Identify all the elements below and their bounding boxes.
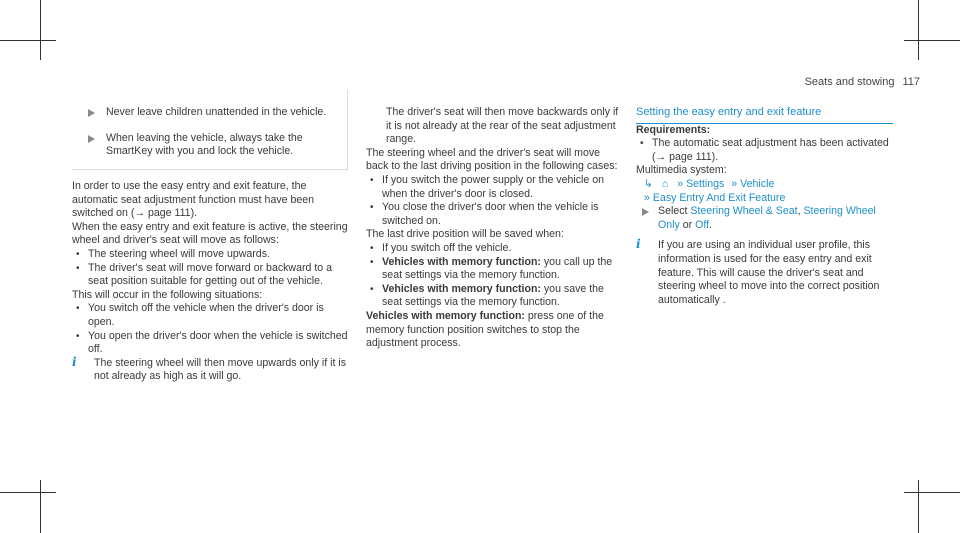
page-number: 117 xyxy=(902,76,920,88)
list-item: • If you switch the power supply or the vehicle on when the driver's door is closed. xyxy=(366,174,622,201)
list-item: • You switch off the vehicle when the driver's door is open. xyxy=(72,302,350,329)
info-note-text: If you are using an individual user profile, this information is used for the easy entry and exit feature. This will cause the driver's seat and steering wheel to move into the correct position automatically . xyxy=(658,239,880,306)
list-item: • You close the driver's door when the vehicle is switched on. xyxy=(366,201,622,228)
info-icon: i xyxy=(72,354,77,369)
list-item-text: you save the seat settings via the memory function. xyxy=(382,282,604,309)
list-item xyxy=(366,256,622,283)
stop-paragraph xyxy=(366,310,622,351)
triangle-icon xyxy=(88,135,95,143)
triangle-icon xyxy=(642,208,649,216)
box-item xyxy=(82,106,344,120)
box-item xyxy=(82,132,344,159)
section-title: Seats and stowing xyxy=(804,76,895,88)
right-column xyxy=(636,106,898,307)
note-continuation: The driver's seat will then move backwards only if it is not already at the rear of the seat adjustment range. xyxy=(386,106,619,146)
memory-label: Vehicles with memory function: xyxy=(382,282,541,295)
step-sep: or xyxy=(679,218,696,231)
return-paragraph: The steering wheel and the driver's seat will move back to the last driving position in the following cases: xyxy=(366,146,618,173)
step-sep: , xyxy=(797,205,804,218)
memory-label: Vehicles with memory function: xyxy=(382,255,541,268)
left-column xyxy=(82,106,344,159)
double-chevron-icon: » xyxy=(731,177,738,190)
list-item: • The automatic seat adjustment has been activated (→ page 111). xyxy=(636,137,898,164)
multimedia-label: Multimedia system: xyxy=(636,164,727,177)
crop-mark xyxy=(0,492,56,493)
left-column-body xyxy=(72,180,350,384)
list-item: • The driver's seat will move forward or backward to a seat position suitable for getting out of the vehicle. xyxy=(72,262,350,289)
double-chevron-icon: » xyxy=(677,177,684,190)
crop-mark xyxy=(40,480,41,533)
crop-mark xyxy=(0,40,56,41)
requirements-label: Requirements: xyxy=(636,123,711,136)
page-header xyxy=(805,76,920,90)
menu-path xyxy=(636,192,898,206)
saved-paragraph: The last drive position will be saved when: xyxy=(366,228,564,241)
option-steering-wheel-seat: Steering Wheel & Seat xyxy=(690,205,798,218)
list-item: • You open the driver's door when the vehicle is switched off. xyxy=(72,330,350,357)
step-end: . xyxy=(709,218,712,231)
crop-mark xyxy=(40,0,41,60)
memory-label: Vehicles with memory function: xyxy=(366,309,525,322)
option-off: Off xyxy=(695,218,710,231)
list-item: • The steering wheel will move upwards. xyxy=(72,248,350,262)
crop-mark xyxy=(904,492,960,493)
step-item xyxy=(636,205,898,232)
option-steering-wheel-only: Steering Wheel Only xyxy=(658,205,876,231)
list-item-text: you call up the seat settings via the memory function. xyxy=(382,255,613,282)
info-icon: i xyxy=(636,237,641,252)
triangle-icon xyxy=(88,109,95,117)
menu-path xyxy=(636,178,898,192)
crop-mark xyxy=(918,480,919,533)
list-item xyxy=(366,283,622,310)
info-note xyxy=(72,354,350,384)
box-item-text: When leaving the vehicle, always take the SmartKey with you and lock the vehicle. xyxy=(106,131,303,158)
crop-mark xyxy=(918,0,919,60)
step-prefix: Select xyxy=(658,205,691,218)
info-note-text: The steering wheel will then move upwards only if it is not already as high as it will go. xyxy=(94,356,347,383)
double-chevron-icon: » xyxy=(644,191,650,204)
info-note xyxy=(636,239,898,307)
crop-mark xyxy=(904,40,960,41)
box-item-text: Never leave children unattended in the vehicle. xyxy=(106,106,327,118)
list-item: • If you switch off the vehicle. xyxy=(366,242,622,256)
section-heading: Setting the easy entry and exit feature xyxy=(636,106,893,124)
home-icon: ⌂ xyxy=(661,177,669,190)
path-settings: Settings xyxy=(686,177,725,190)
step-text xyxy=(658,205,898,232)
intro-paragraph: In order to use the easy entry and exit feature, the automatic seat adjustment function must have been switched on (→ page 111). xyxy=(72,180,315,220)
middle-column xyxy=(366,106,622,351)
path-easy-entry: Easy Entry And Exit Feature xyxy=(652,191,786,204)
arrow-return-icon: ↳ xyxy=(644,177,653,190)
situations-paragraph: This will occur in the following situations: xyxy=(72,288,263,301)
stop-text: press one of the memory function position switches to stop the adjustment process. xyxy=(366,309,604,350)
path-vehicle: Vehicle xyxy=(740,177,775,190)
active-paragraph: When the easy entry and exit feature is active, the steering wheel and driver's seat will move as follows: xyxy=(72,220,348,247)
